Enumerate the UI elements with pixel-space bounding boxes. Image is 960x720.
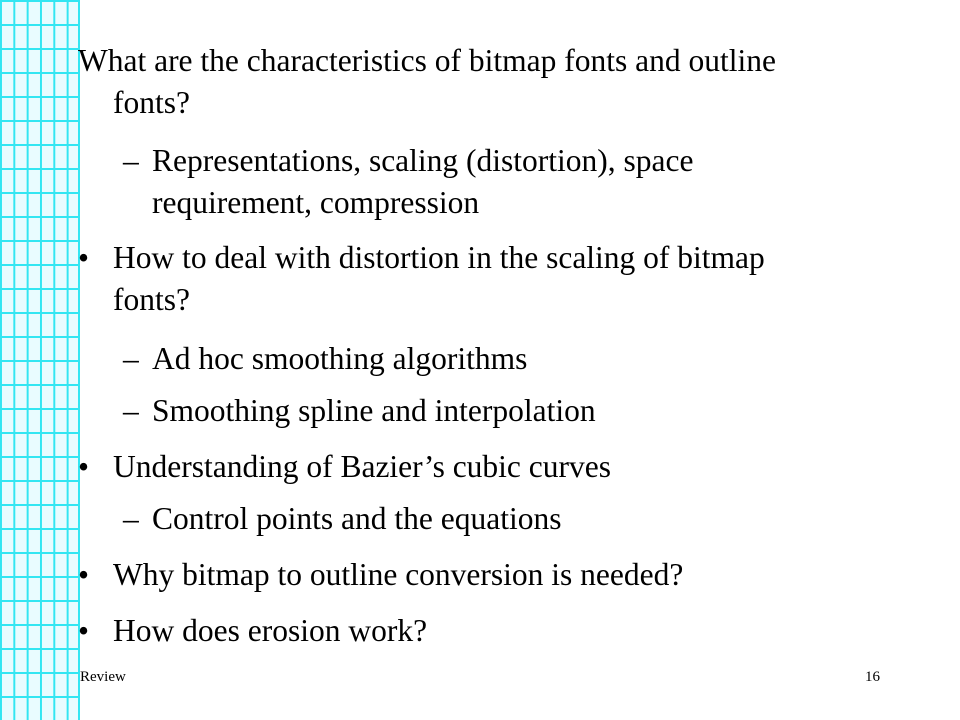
list-item-text: Ad hoc smoothing algorithms	[152, 341, 528, 376]
dash-bullet: –	[123, 501, 139, 536]
list-item-q1	[78, 40, 938, 124]
line-2: fonts?	[113, 282, 190, 317]
list-item-q2-sub2	[78, 390, 938, 432]
list-item-text: Understanding of Bazier’s cubic curves	[113, 449, 612, 484]
dash-bullet: –	[123, 143, 139, 178]
list-item-q1-sub1	[78, 140, 938, 224]
line-1: Representations, scaling (distortion), space	[152, 143, 694, 178]
list-item-q5	[78, 610, 938, 652]
list-item-text: Why bitmap to outline conversion is needed?	[113, 557, 684, 592]
bullet: •	[78, 449, 90, 484]
list-item-text	[78, 40, 938, 124]
list-item-q3	[78, 446, 938, 488]
decorative-grid-strip	[0, 0, 80, 720]
dash-bullet: –	[123, 341, 139, 376]
list-item-text	[78, 237, 938, 321]
list-item-q4	[78, 554, 938, 596]
dash-bullet: –	[123, 393, 139, 428]
bullet: •	[78, 613, 90, 648]
list-item-text: Control points and the equations	[152, 501, 562, 536]
list-item-text	[78, 140, 938, 224]
list-item-text: How does erosion work?	[113, 613, 428, 648]
page-number: 16	[865, 669, 880, 685]
list-item-q2-sub1	[78, 338, 938, 380]
bullet: •	[78, 240, 90, 275]
line-2: fonts?	[113, 85, 190, 120]
line-2: requirement, compression	[152, 185, 480, 220]
line-1: How to deal with distortion in the scaling of bitmap	[113, 240, 765, 275]
list-item-text: Smoothing spline and interpolation	[152, 393, 596, 428]
bullet: •	[78, 557, 90, 592]
line-1: What are the characteristics of bitmap fonts and outline	[78, 43, 776, 78]
list-item-q2	[78, 237, 938, 321]
footer-label: Review	[80, 669, 126, 685]
list-item-q3-sub1	[78, 498, 938, 540]
